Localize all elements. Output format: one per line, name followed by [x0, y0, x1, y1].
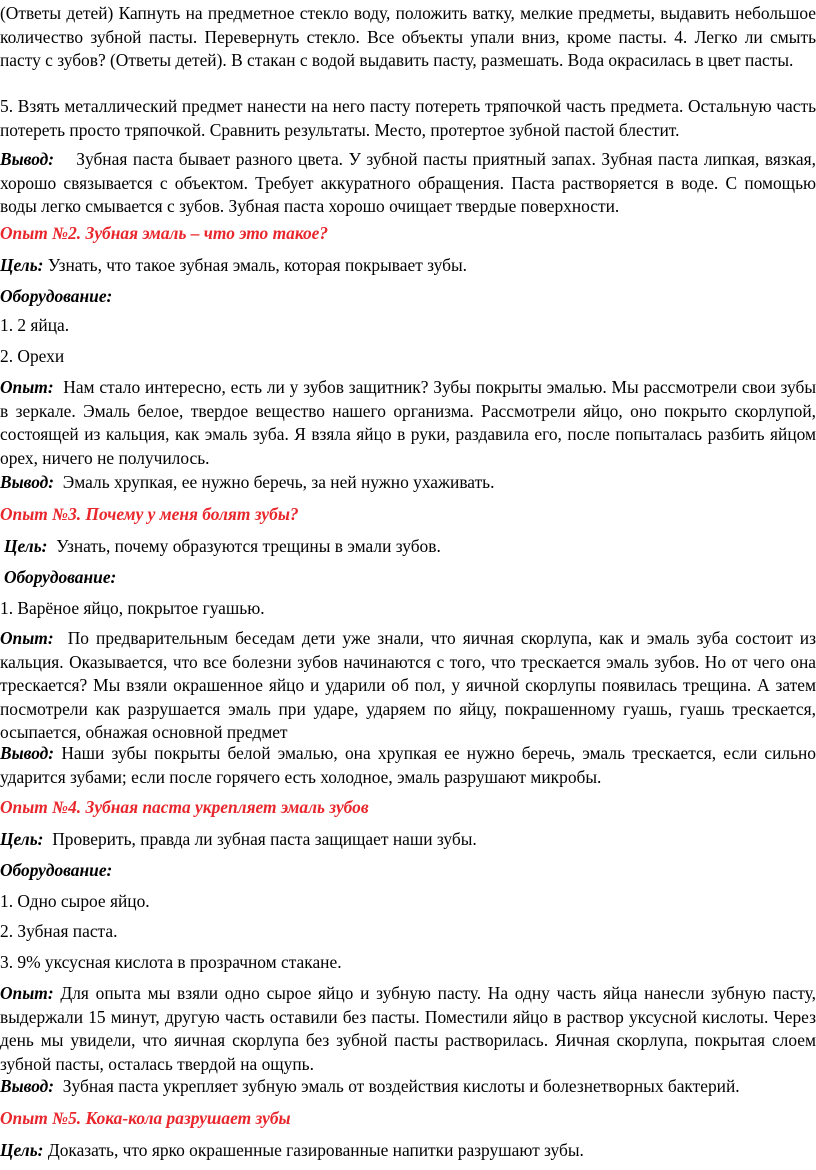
equipment-item: 2. Орехи	[0, 346, 65, 366]
equipment-heading-3	[0, 566, 816, 590]
experiment-text: Для опыта мы взяли одно сырое яйцо и зубную пасту. На одну часть яйца нанесли зубную пасту, выдержали 15 минут, другую часть оставили без пасты. Поместили яйцо в раствор уксусной кислоты. Через день мы увидели, что яичная скорлупа без зубной пасты растворилась. Яичная скорлупа, покрытая слоем зубной пасты, осталась твердой на ощупь.	[0, 983, 816, 1074]
heading-experiment-2: Опыт №2. Зубная эмаль – что это такое?	[0, 223, 329, 243]
goal-label: Цель:	[0, 255, 44, 275]
heading-experiment-5: Опыт №5. Кока-кола разрушает зубы	[0, 1108, 291, 1128]
experiment-label: Опыт:	[0, 983, 54, 1003]
conclusion-text: Зубная паста укрепляет зубную эмаль от воздействия кислоты и болезнетворных бактерий.	[62, 1076, 740, 1096]
equipment-label: Оборудование:	[0, 286, 113, 306]
goal-text: Узнать, что такое зубная эмаль, которая покрывает зубы.	[47, 255, 467, 275]
goal-text: Узнать, почему образуются трещины в эмали зубов.	[56, 536, 441, 556]
equipment-item: 1. Одно сырое яйцо.	[0, 891, 150, 911]
heading-experiment-3: Опыт №3. Почему у меня болят зубы?	[0, 504, 299, 524]
conclusion-text: Эмаль хрупкая, ее нужно беречь, за ней нужно ухаживать.	[62, 472, 495, 492]
equipment-heading-2	[0, 285, 816, 309]
goal-label: Цель:	[4, 536, 48, 556]
conclusion-label: Вывод:	[0, 472, 55, 492]
equipment-label: Оборудование:	[0, 860, 113, 880]
goal-5	[0, 1139, 816, 1163]
goal-3	[0, 535, 816, 559]
conclusion-label: Вывод:	[0, 1076, 55, 1096]
experiment-4	[0, 982, 816, 1076]
conclusion-label: Вывод:	[0, 149, 55, 169]
goal-text: Проверить, правда ли зубная паста защищает наши зубы.	[52, 829, 477, 849]
conclusion-4	[0, 1075, 816, 1099]
conclusion-label: Вывод:	[0, 743, 55, 763]
conclusion-1	[0, 148, 816, 219]
experiment-3	[0, 627, 816, 745]
goal-label: Цель:	[0, 1140, 44, 1160]
conclusion-text: Зубная паста бывает разного цвета. У зубной пасты приятный запах. Зубная паста липкая, вязкая, хорошо связывается с объектом. Требует аккуратного обращения. Паста растворяется в воде. С помощью воды легко смывается с зубов. Зубная паста хорошо очищает твердые поверхности.	[0, 149, 816, 217]
equipment-item: 3. 9% уксусная кислота в прозрачном стакане.	[0, 952, 342, 972]
experiment-text: По предварительным беседам дети уже знали, что яичная скорлупа, как и эмаль зуба состоит из кальция. Оказывается, что все болезни зубов начинаются с того, что трескается эмаль зубов. Но от чего она трескается? Мы взяли окрашенное яйцо и ударили об пол, у яичной скорлупы появилась трещина. А затем посмотрели как разрушается эмаль при ударе, ударяем по яйцу, покрашенному гуашь, гуашь трескается, осыпается, обнажая основной предмет	[0, 628, 816, 743]
goal-4	[0, 828, 816, 852]
conclusion-3	[0, 742, 816, 789]
conclusion-text: Наши зубы покрыты белой эмалью, она хрупкая ее нужно беречь, эмаль трескается, если сильно ударится зубами; если после горячего есть холодное, эмаль разрушают микробы.	[0, 743, 816, 787]
conclusion-2	[0, 471, 816, 495]
goal-2	[0, 254, 816, 278]
experiment-2	[0, 376, 816, 470]
experiment-label: Опыт:	[0, 377, 54, 397]
equipment-heading-4	[0, 859, 816, 883]
equipment-item: 2. Зубная паста.	[0, 921, 118, 941]
paragraph-intro: (Ответы детей) Капнуть на предметное стекло воду, положить ватку, мелкие предметы, выдавить небольшое количество зубной пасты. Перевернуть стекло. Все объекты упали вниз, кроме пасты. 4. Легко ли смыть пасту с зубов? (Ответы детей). В стакан с водой выдавить пасту, размешать. Вода окрасилась в цвет пасты.	[0, 3, 816, 71]
experiment-label: Опыт:	[0, 628, 54, 648]
experiment-text: Нам стало интересно, есть ли у зубов защитник? Зубы покрыты эмалью. Мы рассмотрели свои зубы в зеркале. Эмаль белое, твердое вещество нашего организма. Рассмотрели яйцо, оно покрыто скорлупой, состоящей из кальция, как эмаль зуба. Я взяла яйцо в руки, раздавила его, после попыталась разбить яйцом орех, ничего не получилось.	[0, 377, 816, 468]
paragraph-step-5: 5. Взять металлический предмет нанести на него пасту потереть тряпочкой часть предмета. Остальную часть потереть просто тряпочкой. Сравнить результаты. Место, протертое зубной пастой блестит.	[0, 96, 816, 140]
equipment-item: 1. 2 яйца.	[0, 315, 70, 335]
goal-text: Доказать, что ярко окрашенные газированные напитки разрушают зубы.	[47, 1140, 584, 1160]
equipment-item: 1. Варёное яйцо, покрытое гуашью.	[0, 598, 265, 618]
goal-label: Цель:	[0, 829, 44, 849]
heading-experiment-4: Опыт №4. Зубная паста укрепляет эмаль зубов	[0, 797, 369, 817]
equipment-label: Оборудование:	[4, 567, 117, 587]
